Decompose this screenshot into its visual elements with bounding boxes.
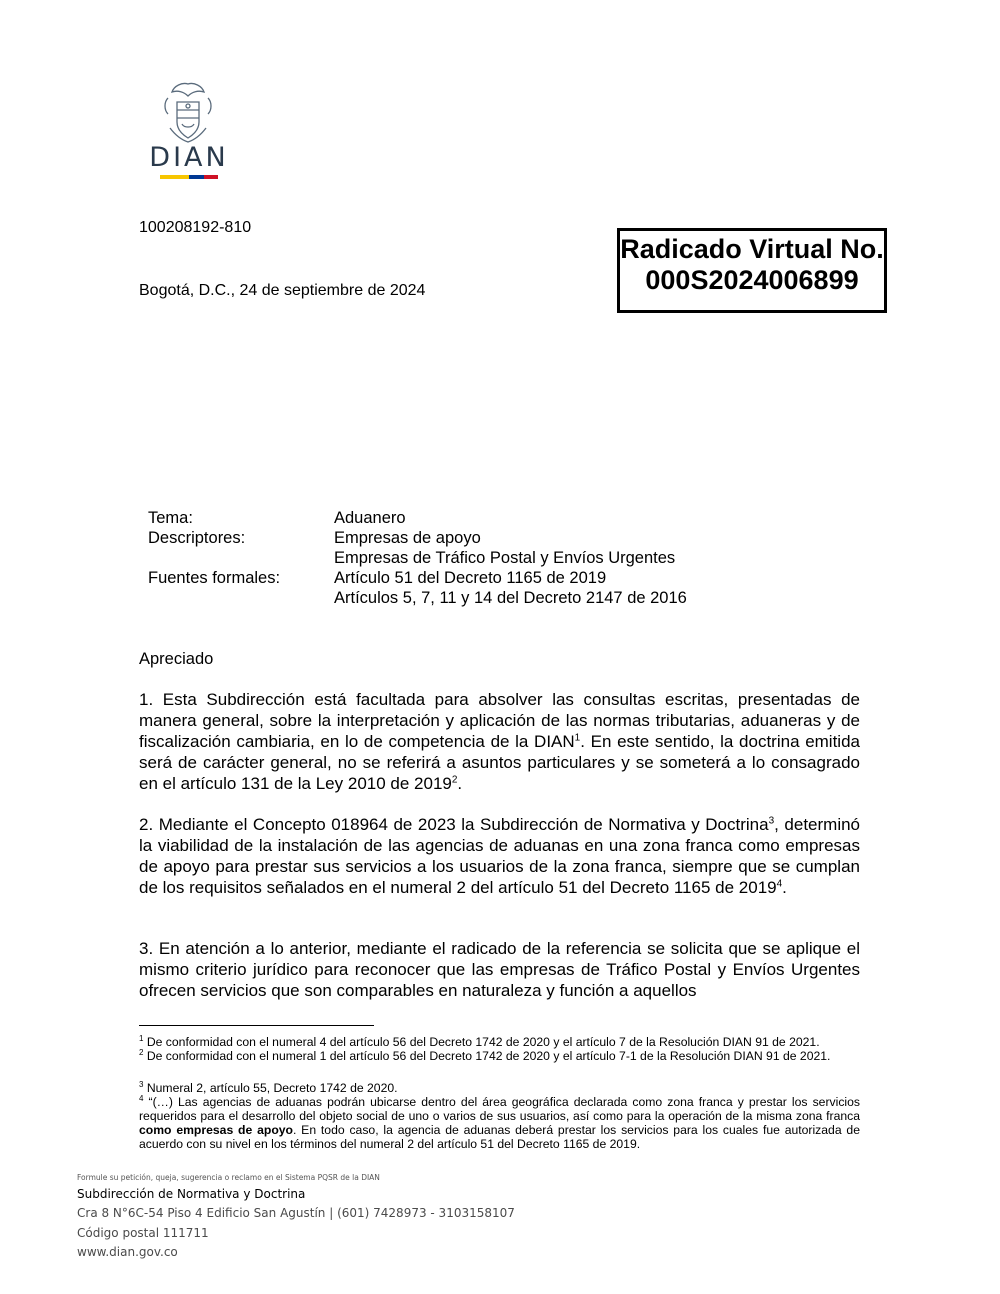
- radicado-box: [617, 228, 887, 313]
- paragraph-1: [139, 689, 860, 794]
- logo-wordmark: DIAN: [149, 142, 229, 173]
- fuentes-label: Fuentes formales:: [148, 569, 281, 587]
- p1-text-c: .: [457, 774, 463, 793]
- p2-text-a: 2. Mediante el Concepto 018964 de 2023 la Subdirección de Normativa y Doctrina: [139, 815, 769, 834]
- place-date: Bogotá, D.C., 24 de septiembre de 2024: [139, 282, 426, 299]
- footnote-number: 1: [139, 1033, 144, 1043]
- page-footer: [77, 1173, 515, 1263]
- footnote-text: De conformidad con el numeral 4 del artículo 56 del Decreto 1742 de 2020 y el artículo 7 de la Resolución DIAN 91 de 2021.: [143, 1035, 820, 1049]
- document-metadata: [148, 508, 687, 608]
- coat-of-arms-icon: [160, 80, 216, 144]
- fuentes-value: Artículos 5, 7, 11 y 14 del Decreto 2147 de 2016: [334, 589, 687, 607]
- footnote-text: . En todo caso, la agencia de aduanas deberá prestar los servicios para los cuales fue autorizada de acuerdo con su nivel en los términos del numeral 2 del artículo 51 del Decreto 1165 de 2019.: [139, 1123, 860, 1151]
- footnote-3: [139, 1081, 860, 1095]
- flag-red: [204, 175, 218, 179]
- paragraph-2: [139, 814, 860, 898]
- radicado-number: 000S2024006899: [645, 265, 859, 295]
- dian-logo: [138, 80, 240, 180]
- footer-postal-code: Código postal 111711: [77, 1225, 209, 1240]
- greeting: Apreciado: [139, 650, 214, 668]
- footer-pqsr-note: Formule su petición, queja, sugerencia o reclamo en el Sistema PQSR de la DIAN: [77, 1173, 380, 1182]
- footnote-ref-4: 4: [776, 878, 783, 890]
- tema-value: Aduanero: [334, 509, 406, 527]
- footnote-divider: [139, 1025, 374, 1026]
- footnote-4: [139, 1095, 860, 1151]
- flag-blue: [189, 175, 204, 179]
- tema-label: Tema:: [148, 509, 193, 527]
- reference-number: 100208192-810: [139, 219, 252, 236]
- footnote-ref-3: 3: [768, 815, 775, 827]
- footnote-text: De conformidad con el numeral 1 del artículo 56 del Decreto 1742 de 2020 y el artículo 7-1 de la Resolución DIAN 91 de 2021.: [143, 1049, 831, 1063]
- meta-spacer: [148, 588, 334, 608]
- footnote-number: 2: [139, 1047, 144, 1057]
- radicado-label: Radicado Virtual No.: [620, 234, 884, 264]
- fuentes-value: Artículo 51 del Decreto 1165 de 2019: [334, 569, 607, 587]
- meta-spacer: [148, 548, 334, 568]
- meta-row-fuentes-2: [148, 588, 687, 608]
- descriptores-value: Empresas de Tráfico Postal y Envíos Urgentes: [334, 549, 676, 567]
- flag-yellow: [160, 175, 189, 179]
- meta-row-tema: [148, 508, 687, 528]
- footer-office: Subdirección de Normativa y Doctrina: [77, 1187, 306, 1201]
- footnote-number: 3: [139, 1079, 144, 1089]
- footnote-ref-2: 2: [451, 774, 458, 786]
- footnote-text: Numeral 2, artículo 55, Decreto 1742 de 2020.: [143, 1081, 398, 1095]
- footnote-ref-1: 1: [574, 732, 581, 744]
- meta-row-descriptores-2: [148, 548, 687, 568]
- footnote-number: 4: [139, 1093, 144, 1103]
- p1-text-a: 1. Esta Subdirección está facultada para absolver las consultas escritas, presentadas de manera general, sobre la interpretación y aplicación de las normas tributarias, aduaneras y de fiscalización cambiaria, en lo de competencia de la DIAN: [139, 690, 860, 751]
- footnote-text: “(…) Las agencias de aduanas podrán ubicarse dentro del área geográfica declarada como zona franca y prestar los servicios requeridos para el desarrollo del objeto social de uno o varios de sus usuarios, así como para la operación de la misma zona franca: [139, 1095, 860, 1123]
- footnote-2: [139, 1049, 860, 1063]
- footnote-bold-text: como empresas de apoyo: [139, 1123, 293, 1137]
- p2-text-c: .: [782, 878, 787, 897]
- p2-text-b: , determinó la viabilidad de la instalación de las agencias de aduanas en una zona franca como empresas de apoyo para prestar sus servicios a los usuarios de la zona franca, siempre que se cumplan de los requisitos señalados en el numeral 2 del artículo 51 del Decreto 1165 de 2019: [139, 815, 861, 897]
- footnote-1: [139, 1035, 860, 1049]
- footer-website-link[interactable]: www.dian.gov.co: [77, 1245, 178, 1259]
- descriptores-label: Descriptores:: [148, 529, 246, 547]
- paragraph-3: 3. En atención a lo anterior, mediante el radicado de la referencia se solicita que se aplique el mismo criterio jurídico para reconocer que las empresas de Tráfico Postal y Envíos Urgentes ofrecen servicios que son comparables en naturaleza y función a aquellos: [139, 939, 860, 1000]
- p1-text-b: . En este sentido, la doctrina emitida será de carácter general, no se referirá a asuntos particulares y se someterá a lo consagrado en el artículo 131 de la Ley 2010 de 2019: [139, 732, 860, 793]
- descriptores-value: Empresas de apoyo: [334, 529, 481, 547]
- meta-row-fuentes: [148, 568, 687, 588]
- meta-row-descriptores: [148, 528, 687, 548]
- footer-address: Cra 8 N°6C-54 Piso 4 Edificio San Agustín | (601) 7428973 - 3103158107: [77, 1206, 515, 1220]
- flag-stripe: [160, 175, 218, 179]
